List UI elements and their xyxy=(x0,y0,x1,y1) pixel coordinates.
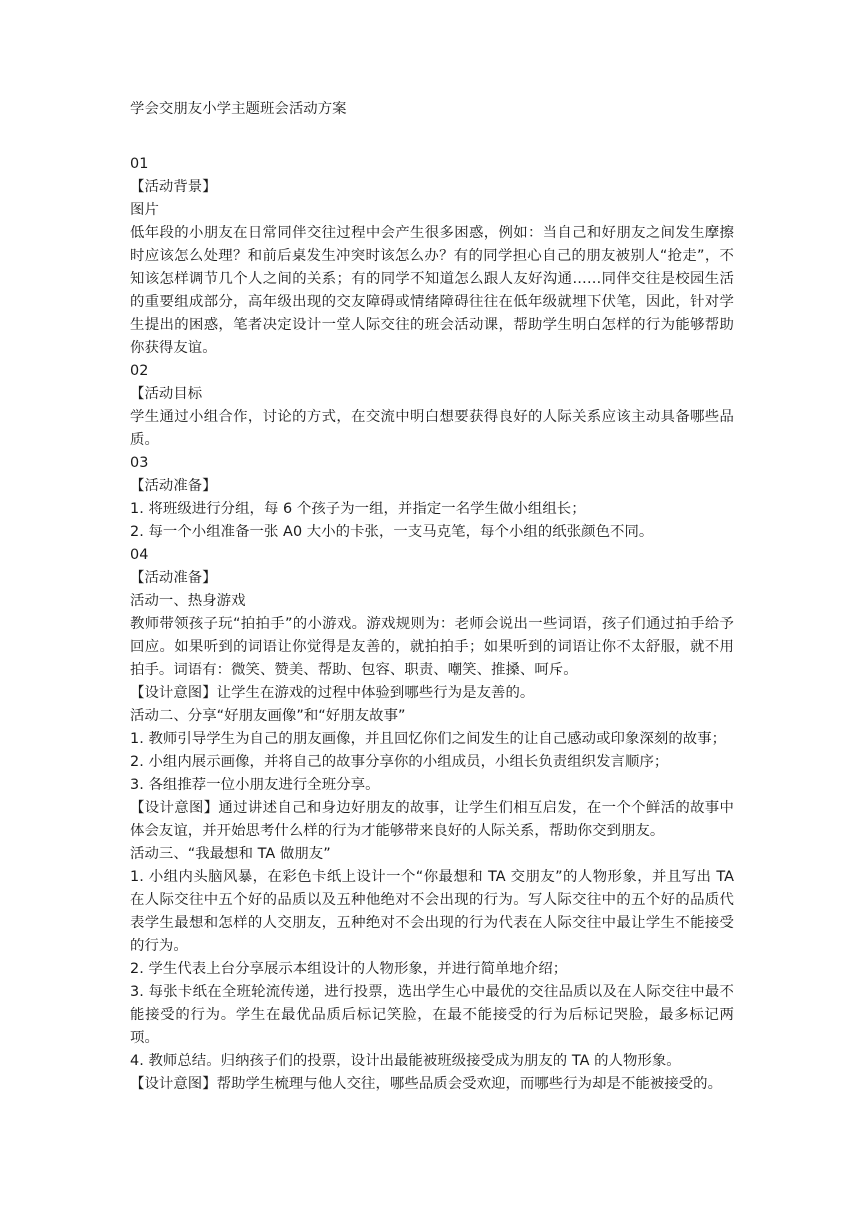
section-heading: 【活动准备】 xyxy=(130,478,217,494)
activity-title: 活动一、热身游戏 xyxy=(130,593,246,609)
activity-title: 活动二、分享“好朋友画像”和“好朋友故事” xyxy=(130,708,406,724)
section-heading: 【活动背景】 xyxy=(130,179,217,195)
section-number: 02 xyxy=(130,363,149,379)
section-number: 03 xyxy=(130,455,149,471)
list-item: 3. 各组推荐一位小朋友进行全班分享。 xyxy=(130,777,380,793)
list-item: 1. 教师引导学生为自己的朋友画像，并且回忆你们之间发生的让自己感动或印象深刻的故事； xyxy=(130,731,727,747)
section-background xyxy=(130,153,734,360)
document-page xyxy=(130,98,734,1096)
image-placeholder-text: 图片 xyxy=(130,202,159,218)
paragraph: 学生通过小组合作，讨论的方式，在交流中明白想要获得良好的人际关系应该主动具备哪些品质。 xyxy=(130,409,734,448)
list-item: 4. 教师总结。归纳孩子们的投票，设计出最能被班级接受成为朋友的 TA 的人物形象。 xyxy=(130,1053,681,1069)
design-intent: 【设计意图】帮助学生梳理与他人交往，哪些品质会受欢迎，而哪些行为却是不能被接受的。 xyxy=(130,1076,723,1092)
list-item: 2. 每一个小组准备一张 A0 大小的卡张，一支马克笔，每个小组的纸张颜色不同。 xyxy=(130,524,654,540)
section-heading: 【活动目标 xyxy=(130,386,203,402)
activity-title: 活动三、“我最想和 TA 做朋友” xyxy=(130,846,331,862)
paragraph: 教师带领孩子玩“拍拍手”的小游戏。游戏规则为：老师会说出一些词语，孩子们通过拍手给予回应。如果听到的词语让你觉得是友善的，就拍拍手；如果听到的词语让你不太舒服，就不用拍手。词语有：微笑、赞美、帮助、包容、职责、嘲笑、推搡、呵斥。 xyxy=(130,616,734,678)
section-heading: 【活动准备】 xyxy=(130,570,217,586)
document-title: 学会交朋友小学主题班会活动方案 xyxy=(130,101,347,117)
section-activities xyxy=(130,544,734,1096)
list-item: 2. 学生代表上台分享展示本组设计的人物形象，并进行简单地介绍； xyxy=(130,961,568,977)
design-intent: 【设计意图】通过讲述自己和身边好朋友的故事，让学生们相互启发，在一个个鲜活的故事中体会友谊，并开始思考什么样的行为才能够带来良好的人际关系，帮助你交到朋友。 xyxy=(130,800,734,839)
section-number: 04 xyxy=(130,547,149,563)
list-item: 3. 每张卡纸在全班轮流传递，进行投票，选出学生心中最优的交往品质以及在人际交往中最不能接受的行为。学生在最优品质后标记笑脸，在最不能接受的行为后标记哭脸，最多标记两项。 xyxy=(130,984,734,1046)
section-goals xyxy=(130,360,734,452)
list-item: 1. 小组内头脑风暴，在彩色卡纸上设计一个“你最想和 TA 交朋友”的人物形象，并且写出 TA 在人际交往中五个好的品质以及五种他绝对不会出现的行为。写人际交往中的五个好的品质代表学生最想和怎样的人交朋友，五种绝对不会出现的行为代表在人际交往中最让学生不能接受的行为。 xyxy=(130,869,734,954)
design-intent: 【设计意图】让学生在游戏的过程中体验到哪些行为是友善的。 xyxy=(130,685,535,701)
section-preparation xyxy=(130,452,734,544)
paragraph: 低年段的小朋友在日常同伴交往过程中会产生很多困惑，例如：当自己和好朋友之间发生摩擦时应该怎么处理？和前后桌发生冲突时该怎么办？有的同学担心自己的朋友被别人“抢走”，不知该怎样调节几个人之间的关系；有的同学不知道怎么跟人友好沟通……同伴交往是校园生活的重要组成部分，高年级出现的交友障碍或情绪障碍往往在低年级就埋下伏笔，因此，针对学生提出的困惑，笔者决定设计一堂人际交往的班会活动课，帮助学生明白怎样的行为能够帮助你获得友谊。 xyxy=(130,225,734,356)
list-item: 2. 小组内展示画像，并将自己的故事分享你的小组成员，小组长负责组织发言顺序； xyxy=(130,754,669,770)
section-number: 01 xyxy=(130,156,149,172)
list-item: 1. 将班级进行分组，每 6 个孩子为一组，并指定一名学生做小组组长； xyxy=(130,501,586,517)
